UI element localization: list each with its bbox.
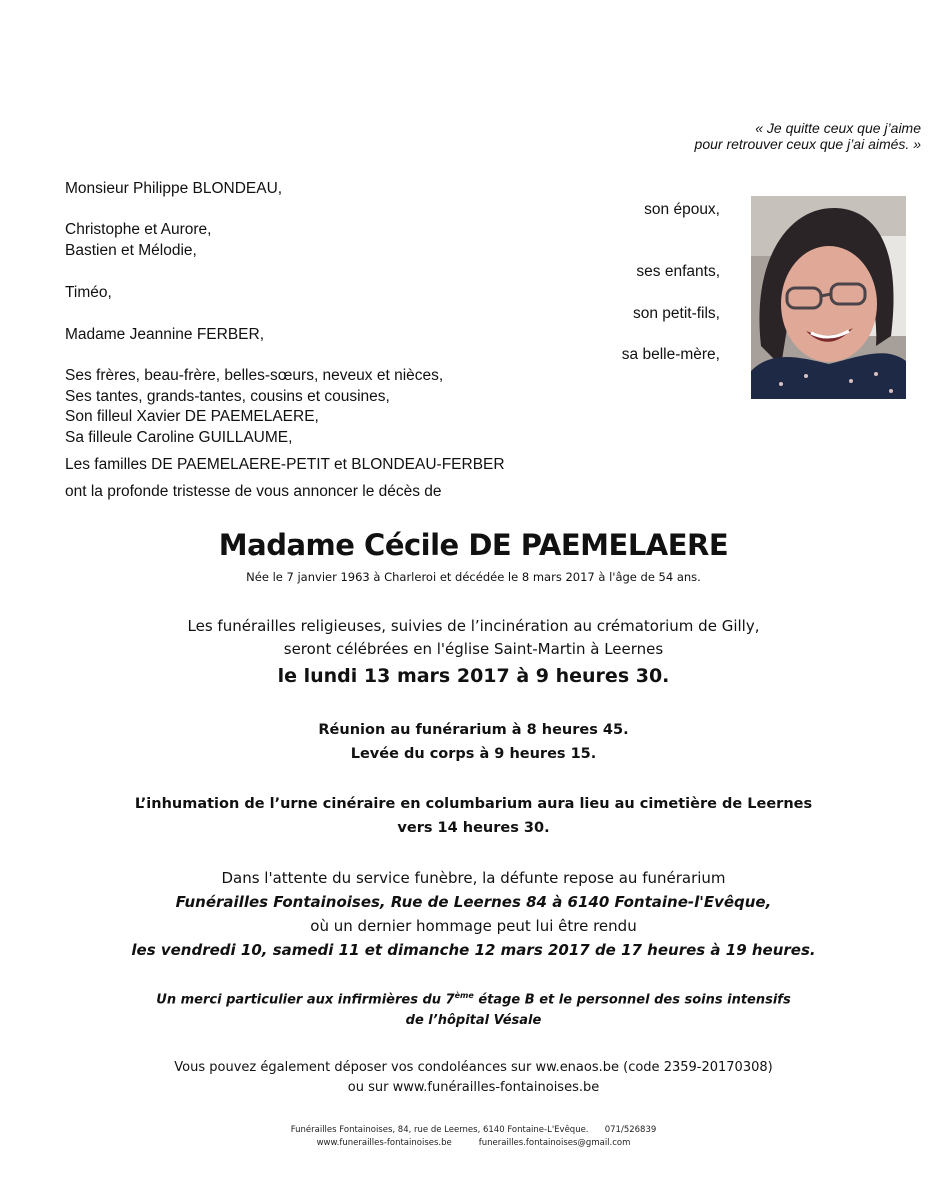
inhumation-line-2: vers 14 heures 30. [397, 820, 550, 836]
others-line-2: Ses tantes, grands-tantes, cousins et cousines, [65, 388, 390, 405]
husband-relation: son époux, [644, 201, 720, 218]
motherinlaw-relation: sa belle-mère, [621, 346, 720, 363]
condolences-line-2: ou sur www.funérailles-fontainoises.be [347, 1080, 600, 1095]
inhumation-line-1: L’inhumation de l’urne cinéraire en columbarium aura lieu au cimetière de Leernes [134, 796, 813, 812]
funeral-line-1: Les funérailles religieuses, suivies de l’incinération au crématorium de Gilly, [187, 617, 760, 635]
condolences-line-1: Vous pouvez également déposer vos condoléances sur ww.enaos.be (code 2359-20170308) [174, 1060, 773, 1075]
portrait-photo [751, 196, 906, 399]
grandson-relation: son petit-fils, [632, 305, 720, 322]
thanks-line-1: Un merci particulier aux infirmières du 7ème étage B et le personnel des soins intensifs [156, 991, 791, 1008]
footer-line-2 [0, 1138, 947, 1148]
quote-line-2: pour retrouver ceux que j’ai aimés. » [694, 136, 921, 152]
footer-email: funerailles.fontainoises@gmail.com [478, 1138, 631, 1148]
funeral-date: le lundi 13 mars 2017 à 9 heures 30. [277, 665, 670, 687]
children-line-2: Bastien et Mélodie, [65, 242, 197, 259]
funerarium-address: Funérailles Fontainoises, Rue de Leernes 84 à 6140 Fontaine-l'Evêque, [175, 893, 772, 911]
meeting-line: Réunion au funérarium à 8 heures 45. [318, 722, 629, 738]
deceased-name: Madame Cécile DE PAEMELAERE [218, 528, 729, 562]
funeral-line-2: seront célébrées en l'église Saint-Martin à Leernes [283, 640, 664, 658]
others-line-3: Son filleul Xavier DE PAEMELAERE, [65, 408, 319, 425]
quote-line-1: « Je quitte ceux que j’aime [755, 120, 921, 136]
footer-website: www.funerailles-fontainoises.be [316, 1138, 452, 1148]
birth-death-line: Née le 7 janvier 1963 à Charleroi et décédée le 8 mars 2017 à l'âge de 54 ans. [246, 570, 701, 584]
children-line-1: Christophe et Aurore, [65, 221, 212, 238]
children-relation: ses enfants, [636, 263, 720, 280]
motherinlaw-name: Madame Jeannine FERBER, [65, 326, 265, 343]
repose-line-3: où un dernier hommage peut lui être rendu [310, 917, 637, 935]
levee-line: Levée du corps à 9 heures 15. [350, 746, 597, 762]
footer-company: Funérailles Fontainoises, 84, rue de Leernes, 6140 Fontaine-L'Evêque. [290, 1125, 589, 1135]
grandson-name: Timéo, [65, 284, 112, 301]
husband-name: Monsieur Philippe BLONDEAU, [65, 180, 283, 197]
repose-line-1: Dans l'attente du service funèbre, la défunte repose au funérarium [221, 869, 726, 887]
families-line: Les familles DE PAEMELAERE-PETIT et BLONDEAU-FERBER [65, 456, 505, 473]
others-line-1: Ses frères, beau-frère, belles-sœurs, neveux et nièces, [65, 367, 444, 384]
footer-phone: 071/526839 [604, 1125, 657, 1135]
visiting-dates: les vendredi 10, samedi 11 et dimanche 12 mars 2017 de 17 heures à 19 heures. [131, 941, 816, 959]
thanks-line-2: de l’hôpital Vésale [405, 1013, 542, 1028]
footer-line-1 [0, 1125, 947, 1135]
announce-line: ont la profonde tristesse de vous annoncer le décès de [65, 483, 442, 500]
others-line-4: Sa filleule Caroline GUILLAUME, [65, 429, 293, 446]
